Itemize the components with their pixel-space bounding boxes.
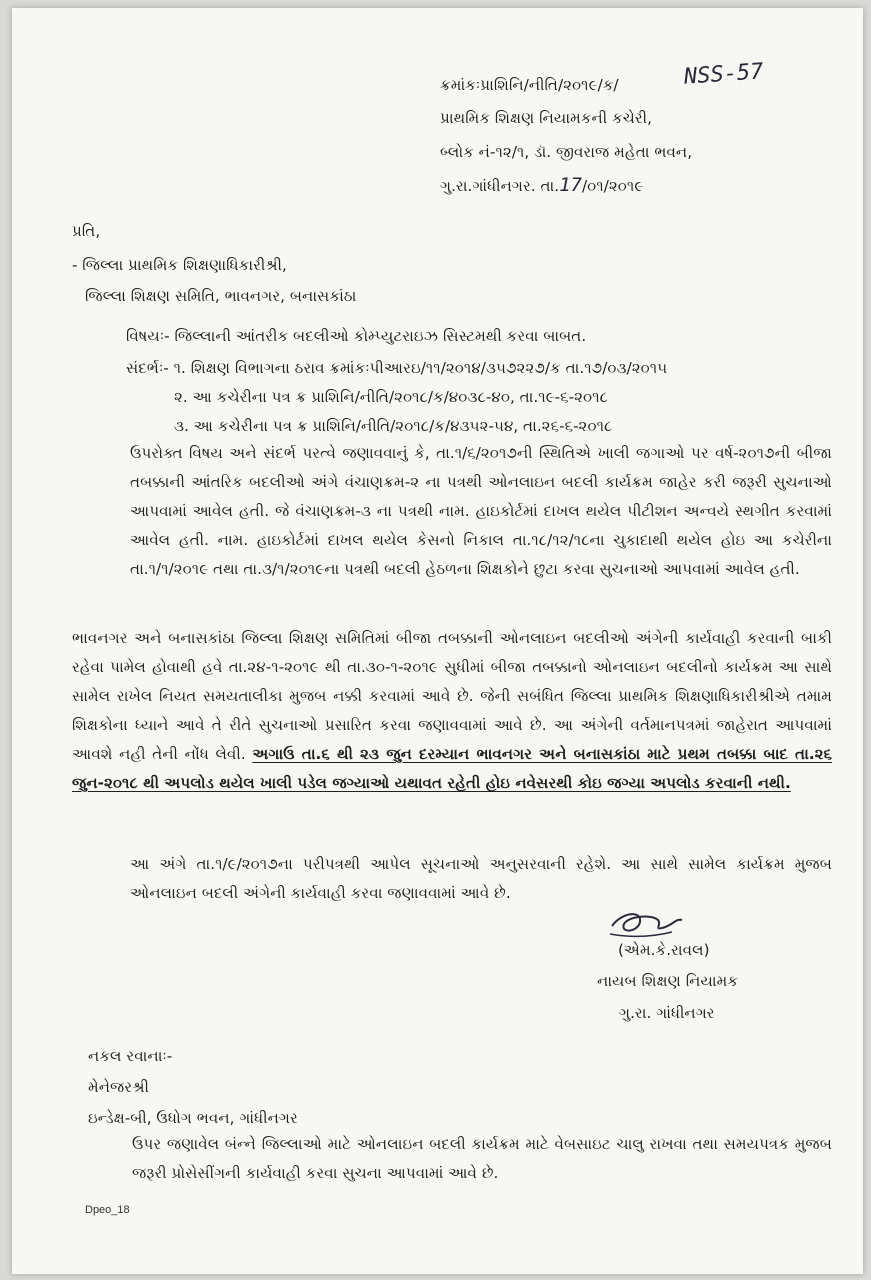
subject-line: વિષયઃ- જિલ્લાની આંતરીક બદલીઓ કોમ્પ્યુટરાઇઝ સિસ્ટમથી કરવા બાબત. (126, 327, 587, 345)
date-suffix: /૦૧/૨૦૧૯ (582, 177, 644, 195)
signatory-name: (એમ.કે.રાવલ) (618, 941, 710, 959)
paragraph-1: ઉપરોક્ત વિષય અને સંદર્ભ પરત્વે જણાવવાનું કે, તા.૧/૬/૨૦૧૭ની સ્થિતિએ ખાલી જગાઓ પર વર્ષ-૨૦૧૭ની બીજા તબક્કાની આંતરિક બદલીઓ અંગે વંચાણક્રમ-૨ ના પત્રથી ઓનલાઇન બદલી કાર્યક્રમ જાહેર કરી જરૂરી સુચનાઓ આપવામાં આવેલ હતી. જે વંચાણક્રમ-૩ ના પત્રથી નામ. હાઇકોર્ટમાં દાખલ થયેલ પીટીશન અન્વયે સ્થગીત કરવામાં આવેલ હતી. નામ. હાઇકોર્ટમાં દાખલ થયેલ કેસનો નિકાલ તા.૧૮/૧૨/૧૮ના ચુકાદાથી થયેલ હોઇ આ કચેરીના તા.૧/૧/૨૦૧૯ તથા તા.૩/૧/૨૦૧૯ના પત્રથી બદલી હેઠળના શિક્ષકોને છુટા કરવા સુચનાઓ આપવામાં આવેલ હતી. (130, 444, 832, 578)
signature-scribble (602, 904, 802, 944)
footer-code: Dpeo_18 (85, 1204, 130, 1216)
recipient-line-2: જિલ્લા શિક્ષણ સમિતિ, ભાવનગર, બનાસકાંઠા (85, 287, 357, 305)
recipient-to: પ્રતિ, (72, 222, 101, 240)
paragraph-2-emphasis: અગાઉ તા.૬ થી ૨૩ જુન દરમ્યાન ભાવનગર અને બનાસકાંઠા માટે પ્રથમ તબક્કા બાદ તા.૨૬ જુન-૨૦૧૮ થી અપલોડ થયેલ ખાલી પડેલ જગ્યાઓ યથાવત રહેતી હોઇ નવેસરથી કોઇ જગ્યા અપલોડ કરવાની નથી. (72, 745, 833, 792)
paragraph-2 (72, 624, 832, 798)
handwritten-reference: NSS-57 (683, 59, 765, 90)
office-name: પ્રાથમિક શિક્ષણ નિયામકની કચેરી, (440, 109, 652, 127)
paragraph-3: આ અંગે તા.૧/૯/૨૦૧૭ના પરીપત્રથી આપેલ સૂચનાઓ અનુસરવાની રહેશે. આ સાથે સામેલ કાર્યક્રમ મુજબ ઓનલાઇન બદલી અંગેની કાર્યવાહી કરવા જણાવવામાં આવે છે. (130, 855, 832, 902)
copy-address: ઇન્ડેક્ષ-બી, ઉધોગ ભવન, ગાંધીનગર (88, 1109, 298, 1127)
city-date (440, 174, 643, 197)
recipient-line-1: - જિલ્લા પ્રાથમિક શિક્ષણાધિકારીશ્રી, (72, 256, 287, 274)
office-address: બ્લોક નં-૧૨/૧, ડૉ. જીવરાજ મહેતા ભવન, (440, 143, 693, 161)
copy-heading: નકલ રવાનાઃ- (88, 1047, 173, 1065)
copy-recipient: મેનેજરશ્રી (88, 1078, 149, 1096)
handwritten-day: 17 (559, 174, 582, 196)
paragraph-2-text: ભાવનગર અને બનાસકાંઠા જિલ્લા શિક્ષણ સમિતિમાં બીજા તબક્કાની ઓનલાઇન બદલીઓ અંગેની કાર્યવાહી કરવાની બાકી રહેવા પામેલ હોવાથી હવે તા.૨૪-૧-૨૦૧૯ થી તા.૩૦-૧-૨૦૧૯ સુધીમાં બીજા તબક્કાનો ઓનલાઇન બદલીનો કાર્યક્રમ આ સાથે સામેલ રાખેલ નિયત સમયતાલીકા મુજબ નક્કી કરવામાં આવે છે. જેની સબંધિત જિલ્લા પ્રાથમિક શિક્ષણાધિકારીશ્રીએ તમામ શિક્ષકોના ધ્યાને આવે તે રીતે સુચનાઓ પ્રસારિત કરવા જણાવવામાં આવે છે. આ અંગેની વર્તમાનપત્રમાં જાહેરાત આપવામાં આવશે નહી તેની નોંધ લેવી. (72, 629, 832, 763)
reference-3: ૩. આ કચેરીના પત્ર ક્ર પ્રાશિનિ/નીતિ/૨૦૧૮/ક/૪૩૫૨-૫૪, તા.૨૬-૬-૨૦૧૮ (174, 417, 613, 435)
reference-2: ૨. આ કચેરીના પત્ર ક્ર પ્રાશિનિ/નીતિ/૨૦૧૮/ક/૪૦૩૮-૪૦, તા.૧૯-૬-૨૦૧૮ (174, 388, 608, 406)
city-date-prefix: ગુ.રા.ગાંધીનગર. તા. (440, 177, 560, 195)
reference-number-line (440, 74, 619, 96)
reference-1: સંદર્ભઃ- ૧. શિક્ષણ વિભાગના ઠરાવ ક્રમાંકઃપીઆરઇ/૧૧/૨૦૧૪/૩૫૭૨૨૭/ક તા.૧૭/૦૩/૨૦૧૫ (126, 359, 668, 377)
signatory-designation: નાયબ શિક્ષણ નિયામક (597, 972, 739, 990)
reference-number: ક્રમાંકઃપ્રાશિનિ/નીતિ/૨૦૧૯/ક/ (440, 76, 619, 94)
signatory-place: ગુ.રા. ગાંધીનગર (619, 1004, 715, 1022)
letter-page (12, 8, 863, 1274)
copy-note: ઉપર જણાવેલ બંન્ને જિલ્લાઓ માટે ઓનલાઇન બદલી કાર્યક્રમ માટે વેબસાઇટ ચાલુ રાખવા તથા સમયપત્રક મુજબ જરૂરી પ્રોસેસીંગની કાર્યવાહી કરવા સુચના આપવામાં આવે છે. (132, 1135, 832, 1182)
